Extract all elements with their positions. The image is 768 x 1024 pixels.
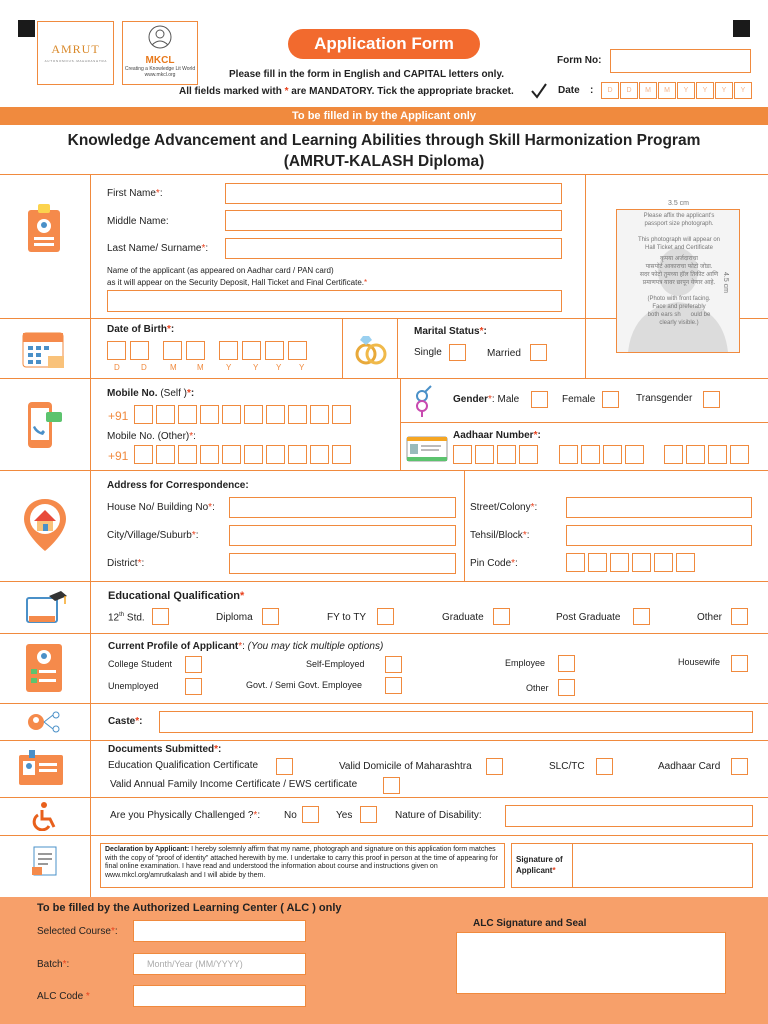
instruction-capital: Please fill in the form in English and CAPITAL letters only. [229,69,505,80]
photo-height-label: 4.5 cm [722,272,729,294]
disability-nature-input[interactable] [505,805,753,827]
district-label: District*: [107,558,145,569]
profile-employee-label: Employee [505,658,546,668]
city-input[interactable] [229,525,456,546]
dob-month[interactable] [163,341,205,360]
photo-line3: This photograph will appear on [637,237,721,243]
mobile-digit[interactable] [222,405,241,424]
alc-code-label: ALC Code * [37,991,90,1002]
date-digit[interactable]: Y [677,82,695,99]
edu-other-label: Other [697,612,723,623]
dob-digit[interactable] [242,341,261,360]
edu-fy-label: FY to TY [327,612,367,623]
pin-digit[interactable] [566,553,585,572]
phone-icon [24,400,64,452]
profile-housewife-label: Housewife [678,657,721,667]
declaration-text: I hereby solemnly affirm that my name, photograph and signature on this application form matches with the copy of "proof of identity" attached herewith by me. I undertake to carry this proof in person at the time of appearing for final online examination. I have read and understood the information about course and instructions given on www.mkcl.org/amrutkalash and I will abide by them. [105,846,498,879]
date-digit[interactable]: Y [734,82,752,99]
profile-other-checkbox[interactable] [558,679,575,696]
aadhaar-digit[interactable] [708,445,727,464]
photo-footer4: ould be [690,312,711,318]
calendar-icon [22,329,66,369]
mobile-digit[interactable] [244,405,263,424]
transgender-checkbox[interactable] [703,391,720,408]
photo-marathi2: पासपोर्ट आकाराचा फोटो जोडा. [645,264,713,270]
photo-footer3: both ears sh [647,312,681,318]
education-heading: Educational Qualification* [108,590,245,602]
photo-footer1: (Photo with front facing. [647,296,711,302]
doc-eq-label: Education Qualification Certificate [108,760,259,771]
first-name-label: First Name*: [107,188,163,199]
dob-sub-d1: D [114,363,121,372]
edu-graduate-label: Graduate [442,612,484,623]
edu-diploma-label: Diploma [216,612,253,623]
middle-name-input[interactable] [225,210,562,231]
photo-marathi3: सदर फोटो तुमच्या हॉल तिकीट आणि [639,272,719,278]
married-label: Married [487,348,521,359]
instruction-mandatory: All fields marked with * are MANDATORY. Tick the appropriate bracket. [179,86,514,97]
disability-question: Are you Physically Challenged ?*: [110,810,261,821]
female-label: Female [562,394,596,405]
registration-mark [18,20,35,37]
date-digit[interactable]: M [639,82,657,99]
aadhaar-digit[interactable] [664,445,683,464]
profile-other-label: Other [526,683,549,693]
aadhaar-group3[interactable] [664,445,749,464]
mkcl-tagline: Creating a Knowledge Lit World [124,66,196,72]
dob-year[interactable] [219,341,307,360]
street-label: Street/Colony*: [470,502,538,513]
mobile-digit[interactable] [156,405,175,424]
signature-label2: Applicant* [516,866,556,875]
documents-icon [17,749,69,787]
mobile-digit[interactable] [244,445,263,464]
photo-footer5: clearly visible.) [659,320,699,326]
photo-line2: passport size photograph. [644,221,714,227]
profile-unemployed-label: Unemployed [108,681,159,691]
signature-label1: Signature of [516,855,563,864]
single-checkbox[interactable] [449,344,466,361]
mobile-digit[interactable] [156,445,175,464]
caste-input[interactable] [159,711,753,733]
aadhaar-digit[interactable] [559,445,578,464]
mobile-digit[interactable] [310,445,329,464]
amrut-logo-subtext: A U T O N O M O U S · M A H A R A S H T R A [44,59,107,63]
mobile-digit[interactable] [134,405,153,424]
profile-employee-checkbox[interactable] [558,655,575,672]
aadhaar-digit[interactable] [519,445,538,464]
caste-network-icon [27,710,67,734]
name-note-line2: as it will appear on the Security Deposit, Hall Ticket and Final Certificate.* [107,278,368,287]
mobile-other-prefix: +91 [108,449,129,463]
single-label: Single [414,347,442,358]
profile-unemployed-checkbox[interactable] [185,678,202,695]
edu-12th-label: 12th Std. [108,612,145,624]
mobile-digit[interactable] [288,445,307,464]
dob-digit[interactable] [107,341,126,360]
mobile-digit[interactable] [266,405,285,424]
doc-aadhaar-checkbox[interactable] [731,758,748,775]
disability-nature-label: Nature of Disability: [395,810,482,821]
pin-digit[interactable] [632,553,651,572]
name-note-line1: Name of the applicant (as appeared on Aadhar card / PAN card) [107,266,334,275]
alc-code-input[interactable] [133,985,306,1007]
declaration-box [100,843,505,888]
full-name-input[interactable] [107,290,562,312]
dob-sub-m2: M [197,363,205,372]
disability-no-checkbox[interactable] [302,806,319,823]
dob-sub-y2: Y [253,363,260,372]
dob-digit[interactable] [130,341,149,360]
photo-line4: Hall Ticket and Certificate [644,245,714,251]
mobile-self-digits[interactable] [134,405,351,424]
edu-pg-label: Post Graduate [556,612,621,623]
mobile-digit[interactable] [178,445,197,464]
doc-income-checkbox[interactable] [383,777,400,794]
mobile-digit[interactable] [266,445,285,464]
aadhaar-digit[interactable] [686,445,705,464]
date-digit[interactable]: D [601,82,619,99]
district-input[interactable] [229,553,456,574]
profile-self-employed-label: Self-Employed [306,659,365,669]
dob-day[interactable] [107,341,149,360]
declaration-document-icon [30,845,60,879]
marital-status-label: Marital Status*: [414,326,487,337]
date-digit[interactable]: Y [696,82,714,99]
date-colon: : [590,85,594,96]
edu-graduate-checkbox[interactable] [493,608,510,625]
date-digit[interactable]: Y [715,82,733,99]
photo-footer2: Face and preferably [652,304,706,310]
date-digit[interactable]: D [620,82,638,99]
mkcl-logo-text: MKCL [145,55,175,66]
dob-digit[interactable] [163,341,182,360]
mobile-digit[interactable] [134,445,153,464]
pin-digit[interactable] [654,553,673,572]
alc-batch-placeholder: Month/Year (MM/YYYY) [147,959,243,969]
doc-aadhaar-label: Aadhaar Card [658,761,721,772]
pin-digit[interactable] [588,553,607,572]
doc-eq-checkbox[interactable] [276,758,293,775]
aadhaar-digit[interactable] [730,445,749,464]
aadhaar-digit[interactable] [603,445,622,464]
photo-width-label: 3.5 cm [668,200,690,207]
profile-self-employed-checkbox[interactable] [385,656,402,673]
registration-mark [733,20,750,37]
wheelchair-icon [30,801,60,831]
profile-list-icon [24,642,64,694]
aadhaar-digit[interactable] [625,445,644,464]
dob-sub-y1: Y [226,363,233,372]
aadhaar-group2[interactable] [559,445,644,464]
alc-signature-box[interactable] [456,932,726,994]
middle-name-label: Middle Name: [107,216,169,227]
last-name-label: Last Name/ Surname*: [107,243,209,254]
aadhaar-digit[interactable] [453,445,472,464]
profile-student-label: College Student [108,659,173,669]
aadhaar-label: Aadhaar Number*: [453,430,541,441]
form-no-label: Form No: [557,55,602,66]
gender-symbols-icon [410,384,434,418]
date-label: Date [558,85,580,96]
caste-label: Caste*: [108,716,143,727]
home-location-icon [22,497,68,553]
edu-diploma-checkbox[interactable] [262,608,279,625]
dob-digit[interactable] [186,341,205,360]
transgender-label: Transgender [636,393,693,404]
dob-sub-m1: M [170,363,178,372]
address-heading: Address for Correspondence: [107,480,249,491]
doc-income-label: Valid Annual Family Income Certificate / EWS certificate [110,779,358,790]
mobile-digit[interactable] [200,445,219,464]
dob-digit[interactable] [265,341,284,360]
program-subtitle: (AMRUT-KALASH Diploma) [283,153,485,170]
profile-student-checkbox[interactable] [185,656,202,673]
program-title: Knowledge Advancement and Learning Abilities through Skill Harmonization Program [67,132,701,149]
dob-sub-y4: Y [299,363,306,372]
aadhaar-digit[interactable] [475,445,494,464]
profile-heading: Current Profile of Applicant*: (You may tick multiple options) [108,641,384,652]
mobile-digit[interactable] [222,445,241,464]
gender-label: Gender*: Male [453,394,520,405]
alc-batch-label: Batch*: [37,959,70,970]
aadhaar-card-icon [406,436,448,462]
mobile-digit[interactable] [332,405,351,424]
photo-marathi4: प्रमाणपत्र यावर छापून येणार आहे. [642,280,716,286]
alc-heading: To be filled by the Authorized Learning Center ( ALC ) only [37,902,342,914]
tehsil-label: Tehsil/Block*: [470,530,530,541]
dob-label: Date of Birth*: [107,324,175,335]
profile-govt-checkbox[interactable] [385,677,402,694]
edu-12th-checkbox[interactable] [152,608,169,625]
doc-slc-checkbox[interactable] [596,758,613,775]
doc-domicile-label: Valid Domicile of Maharashtra [339,761,472,772]
photo-line1: Please affix the applicant's [643,213,715,219]
mobile-digit[interactable] [178,405,197,424]
dob-digit[interactable] [219,341,238,360]
last-name-input[interactable] [225,238,562,259]
male-checkbox[interactable] [531,391,548,408]
mobile-digit[interactable] [310,405,329,424]
tehsil-input[interactable] [566,525,752,546]
form-date-boxes[interactable] [601,82,752,99]
edu-fy-checkbox[interactable] [377,608,394,625]
pin-digit[interactable] [676,553,695,572]
profile-govt-label: Govt. / Semi Govt. Employee [246,680,363,690]
graduation-book-icon [25,590,67,624]
disability-yes-checkbox[interactable] [360,806,377,823]
pin-digit[interactable] [610,553,629,572]
dob-digit[interactable] [288,341,307,360]
form-title: Application Form [288,29,480,59]
amrut-logo [37,21,114,85]
mkcl-url: www.mkcl.org [144,72,176,78]
street-input[interactable] [566,497,752,518]
female-checkbox[interactable] [602,391,619,408]
mobile-self-prefix: +91 [108,409,129,423]
id-card-icon [26,204,62,254]
city-label: City/Village/Suburb*: [107,530,199,541]
mkcl-emblem-icon [146,25,174,51]
married-checkbox[interactable] [530,344,547,361]
amrut-logo-text: AMRUT [51,42,100,56]
date-digit[interactable]: M [658,82,676,99]
alc-batch-input[interactable] [133,953,306,975]
edu-other-checkbox[interactable] [731,608,748,625]
mobile-digit[interactable] [200,405,219,424]
mkcl-logo [122,21,198,85]
alc-signature-heading: ALC Signature and Seal [473,918,587,929]
photo-marathi1: कृपया अर्जदाराचा [660,256,698,262]
profile-housewife-checkbox[interactable] [731,655,748,672]
dob-sub-y3: Y [276,363,283,372]
aadhaar-digit[interactable] [581,445,600,464]
signature-box[interactable] [511,843,753,888]
mobile-other-digits[interactable] [134,445,351,464]
mobile-digit[interactable] [332,445,351,464]
first-name-input[interactable] [225,183,562,204]
declaration-title: Declaration by Applicant: [105,846,190,853]
doc-domicile-checkbox[interactable] [486,758,503,775]
edu-pg-checkbox[interactable] [633,608,650,625]
house-label: House No/ Building No*: [107,502,215,513]
pin-label: Pin Code*: [470,558,518,569]
house-input[interactable] [229,497,456,518]
mobile-other-label: Mobile No. (Other)*: [107,431,196,442]
doc-slc-label: SLC/TC [549,761,585,772]
aadhaar-group1[interactable] [453,445,538,464]
alc-course-input[interactable] [133,920,306,942]
dob-sub-d2: D [141,363,148,372]
pin-digits[interactable] [566,553,695,572]
documents-heading: Documents Submitted*: [108,744,222,755]
form-no-input[interactable] [610,49,751,73]
applicant-band: To be filled in by the Applicant only [0,107,768,125]
checkmark-icon [530,82,548,100]
aadhaar-digit[interactable] [497,445,516,464]
mobile-digit[interactable] [288,405,307,424]
rings-icon [354,330,388,368]
mobile-self-label: Mobile No. (Self )*: [107,388,195,399]
disability-no-label: No [284,810,297,821]
alc-course-label: Selected Course*: [37,926,118,937]
disability-yes-label: Yes [336,810,353,821]
